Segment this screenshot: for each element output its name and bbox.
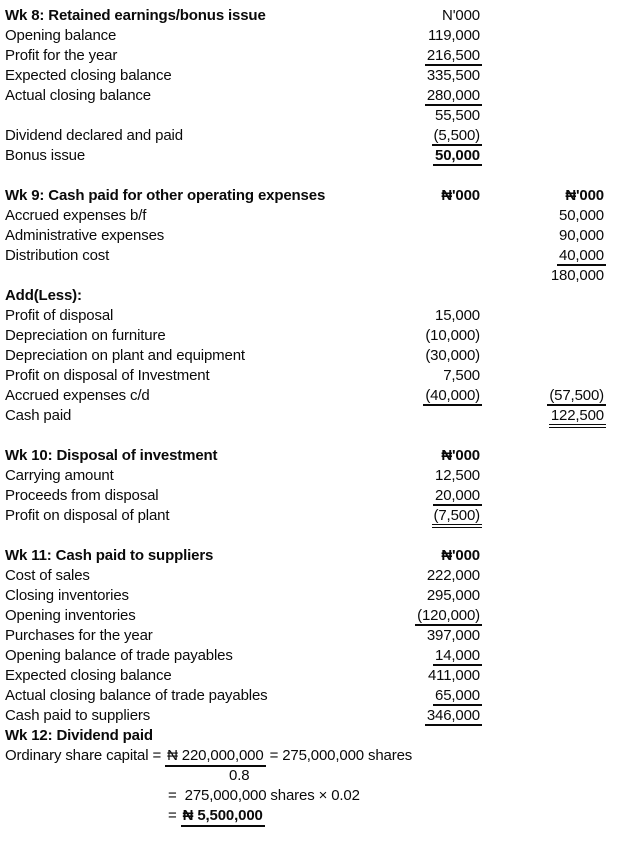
col1-unit-header: ₦'000: [441, 447, 480, 464]
row-label: Proceeds from disposal: [5, 487, 159, 504]
table-row: [5, 46, 626, 66]
amount-col2: [480, 626, 604, 646]
table-row: [5, 366, 626, 386]
amount-col2: [480, 206, 604, 226]
formula-line-3: = 275,000,000 shares × 0.02: [168, 787, 360, 804]
row-label: Profit for the year: [5, 47, 118, 64]
amount-col2: [480, 126, 604, 146]
table-row: [5, 286, 626, 306]
amount-col2: [480, 586, 604, 606]
amount-col1: [377, 606, 480, 626]
amount-value: 20,000: [435, 487, 480, 504]
row-label: Carrying amount: [5, 467, 114, 484]
amount-value: 122,500: [549, 408, 606, 428]
table-row: [5, 486, 626, 506]
amount-col2: [480, 666, 604, 686]
amount-col2: [480, 246, 604, 266]
table-row: [5, 26, 626, 46]
row-label: Closing inventories: [5, 587, 129, 604]
amount-col1: [377, 326, 480, 346]
row-label: Expected closing balance: [5, 667, 172, 684]
amount-col2: [480, 606, 604, 626]
amount-col1: [377, 386, 480, 406]
amount-col1: [377, 466, 480, 486]
amount-col1: [377, 126, 480, 146]
table-row: [5, 586, 626, 606]
amount-col2: [480, 66, 604, 86]
amount-value: 15,000: [435, 307, 480, 324]
amount-col1: [377, 406, 480, 428]
row-label: Expected closing balance: [5, 67, 172, 84]
amount-col1: [377, 286, 480, 306]
amount-col2: [480, 506, 604, 528]
formula-suffix: = 275,000,000 shares: [265, 747, 413, 764]
table-row: [5, 626, 626, 646]
amount-col1: [377, 566, 480, 586]
row-label: Purchases for the year: [5, 627, 153, 644]
amount-col2: [480, 326, 604, 346]
section-header-row: [5, 446, 626, 466]
table-row: [5, 566, 626, 586]
amount-col2: [480, 146, 604, 166]
amount-value: (120,000): [417, 607, 480, 624]
amount-col1: [377, 626, 480, 646]
table-row: [5, 386, 626, 406]
amount-col2: [480, 406, 604, 428]
amount-value: 335,500: [426, 67, 480, 84]
row-label: Profit on disposal of Investment: [5, 367, 210, 384]
amount-col2: [480, 26, 604, 46]
amount-col1: [377, 226, 480, 246]
col2-unit-header: [480, 446, 604, 466]
amount-col2: [480, 106, 604, 126]
row-label: Administrative expenses: [5, 227, 165, 244]
amount-col2: [480, 226, 604, 246]
amount-col2: [480, 46, 604, 66]
row-label: Opening balance: [5, 27, 117, 44]
amount-col1: [377, 486, 480, 506]
col1-unit-header: ₦'000: [441, 547, 480, 564]
table-row: [5, 306, 626, 326]
col1-unit-header: ₦'000: [441, 187, 480, 204]
amount-col1: [377, 306, 480, 326]
amount-value: 40,000: [559, 247, 604, 264]
table-row: [5, 606, 626, 626]
section-wk12: [5, 726, 626, 826]
amount-col1: [377, 666, 480, 686]
amount-col1: [377, 646, 480, 666]
formula-numerator: ₦ 220,000,000: [165, 748, 265, 767]
table-row: [5, 226, 626, 246]
amount-col2: [480, 266, 604, 286]
amount-col1: [377, 66, 480, 86]
workings-tables: [5, 6, 626, 726]
amount-col2: [480, 86, 604, 106]
amount-col2: [480, 686, 604, 706]
row-label: Cash paid to suppliers: [5, 707, 151, 724]
amount-col1: [377, 146, 480, 166]
amount-col1: [377, 586, 480, 606]
table-row: [5, 666, 626, 686]
amount-col2: [480, 386, 604, 406]
amount-col2: [480, 306, 604, 326]
amount-col1: [377, 346, 480, 366]
amount-value: 216,500: [426, 47, 480, 64]
table-row: [5, 106, 626, 126]
table-row: [5, 146, 626, 166]
row-label: Actual closing balance: [5, 87, 151, 104]
section-wk8: [5, 6, 626, 166]
section-title: Wk 8: Retained earnings/bonus issue: [5, 7, 266, 24]
equals-sign: =: [168, 807, 181, 824]
row-label: Opening inventories: [5, 607, 136, 624]
row-label: Profit of disposal: [5, 307, 114, 324]
section-header-row: [5, 6, 626, 26]
table-row: [5, 206, 626, 226]
section-title: Wk 12: Dividend paid: [5, 727, 153, 744]
section-wk11: [5, 546, 626, 726]
amount-col1: [377, 266, 480, 286]
formula-result: ₦ 5,500,000: [181, 808, 265, 827]
amount-value: 14,000: [435, 647, 480, 664]
table-row: [5, 686, 626, 706]
amount-col1: [377, 366, 480, 386]
section-wk9: [5, 186, 626, 426]
amount-value: 411,000: [427, 667, 480, 684]
amount-value: 55,500: [435, 107, 480, 124]
table-row: [5, 86, 626, 106]
table-row: [5, 66, 626, 86]
amount-value: 50,000: [435, 147, 480, 164]
formula-line-1: [5, 746, 626, 766]
amount-col2: [480, 366, 604, 386]
amount-col2: [480, 706, 604, 726]
amount-value: 7,500: [443, 367, 480, 384]
formula-line-4: [168, 806, 626, 826]
section-wk10: [5, 446, 626, 526]
amount-value: 180,000: [550, 267, 604, 284]
row-label: Bonus issue: [5, 147, 86, 164]
amount-value: 346,000: [426, 707, 480, 724]
row-label: Opening balance of trade payables: [5, 647, 233, 664]
amount-col1: [377, 706, 480, 726]
col2-unit-header: [480, 546, 604, 566]
table-row: [5, 706, 626, 726]
amount-value: 65,000: [435, 687, 480, 704]
formula-prefix: Ordinary share capital =: [5, 747, 166, 764]
amount-col1: [377, 86, 480, 106]
amount-col1: [377, 246, 480, 266]
amount-value: 280,000: [426, 87, 480, 104]
amount-col1: [377, 106, 480, 126]
amount-col1: [377, 686, 480, 706]
table-row: [5, 126, 626, 146]
amount-col2: [480, 346, 604, 366]
amount-col1: [377, 506, 480, 528]
table-row: [5, 246, 626, 266]
row-label: Actual closing balance of trade payables: [5, 687, 268, 704]
row-label: Cash paid: [5, 407, 72, 424]
row-label: [5, 266, 377, 286]
amount-value: 397,000: [426, 627, 480, 644]
section-header-row: [5, 546, 626, 566]
row-label: Cost of sales: [5, 567, 90, 584]
amount-col2: [480, 646, 604, 666]
section-header-row: [5, 726, 626, 746]
table-row: [5, 346, 626, 366]
col1-unit-header: N'000: [442, 7, 480, 24]
amount-col2: [480, 286, 604, 306]
row-label: Distribution cost: [5, 247, 110, 264]
row-label: Accrued expenses b/f: [5, 207, 147, 224]
row-label: [5, 106, 377, 126]
table-row: [5, 466, 626, 486]
table-row: [5, 326, 626, 346]
amount-value: 222,000: [426, 567, 480, 584]
amount-value: 119,000: [427, 27, 480, 44]
col2-unit-header: ₦'000: [565, 187, 604, 204]
table-row: [5, 266, 626, 286]
amount-col2: [480, 486, 604, 506]
table-row: [5, 646, 626, 666]
amount-value: (7,500): [432, 508, 482, 528]
table-row: [5, 506, 626, 526]
amount-value: 90,000: [559, 227, 604, 244]
formula-denominator: 0.8: [229, 767, 250, 784]
section-title: Wk 9: Cash paid for other operating expenses: [5, 187, 326, 204]
row-label: Accrued expenses c/d: [5, 387, 150, 404]
col2-unit-header: [480, 6, 604, 26]
amount-col1: [377, 46, 480, 66]
section-title: Wk 11: Cash paid to suppliers: [5, 547, 214, 564]
amount-value: (5,500): [433, 127, 480, 144]
amount-value: (40,000): [425, 387, 480, 404]
amount-value: 50,000: [559, 207, 604, 224]
row-label: Profit on disposal of plant: [5, 507, 170, 524]
row-label: Depreciation on plant and equipment: [5, 347, 245, 364]
amount-value: 295,000: [426, 587, 480, 604]
row-label: Depreciation on furniture: [5, 327, 166, 344]
amount-col1: [377, 26, 480, 46]
amount-value: (10,000): [425, 327, 480, 344]
section-header-row: [5, 186, 626, 206]
row-label: Dividend declared and paid: [5, 127, 183, 144]
amount-value: (30,000): [425, 347, 480, 364]
amount-col1: [377, 206, 480, 226]
amount-value: (57,500): [549, 387, 604, 404]
amount-col2: [480, 466, 604, 486]
section-title: Wk 10: Disposal of investment: [5, 447, 218, 464]
row-label: Add(Less):: [5, 287, 82, 304]
amount-col2: [480, 566, 604, 586]
amount-value: 12,500: [435, 467, 480, 484]
table-row: [5, 406, 626, 426]
